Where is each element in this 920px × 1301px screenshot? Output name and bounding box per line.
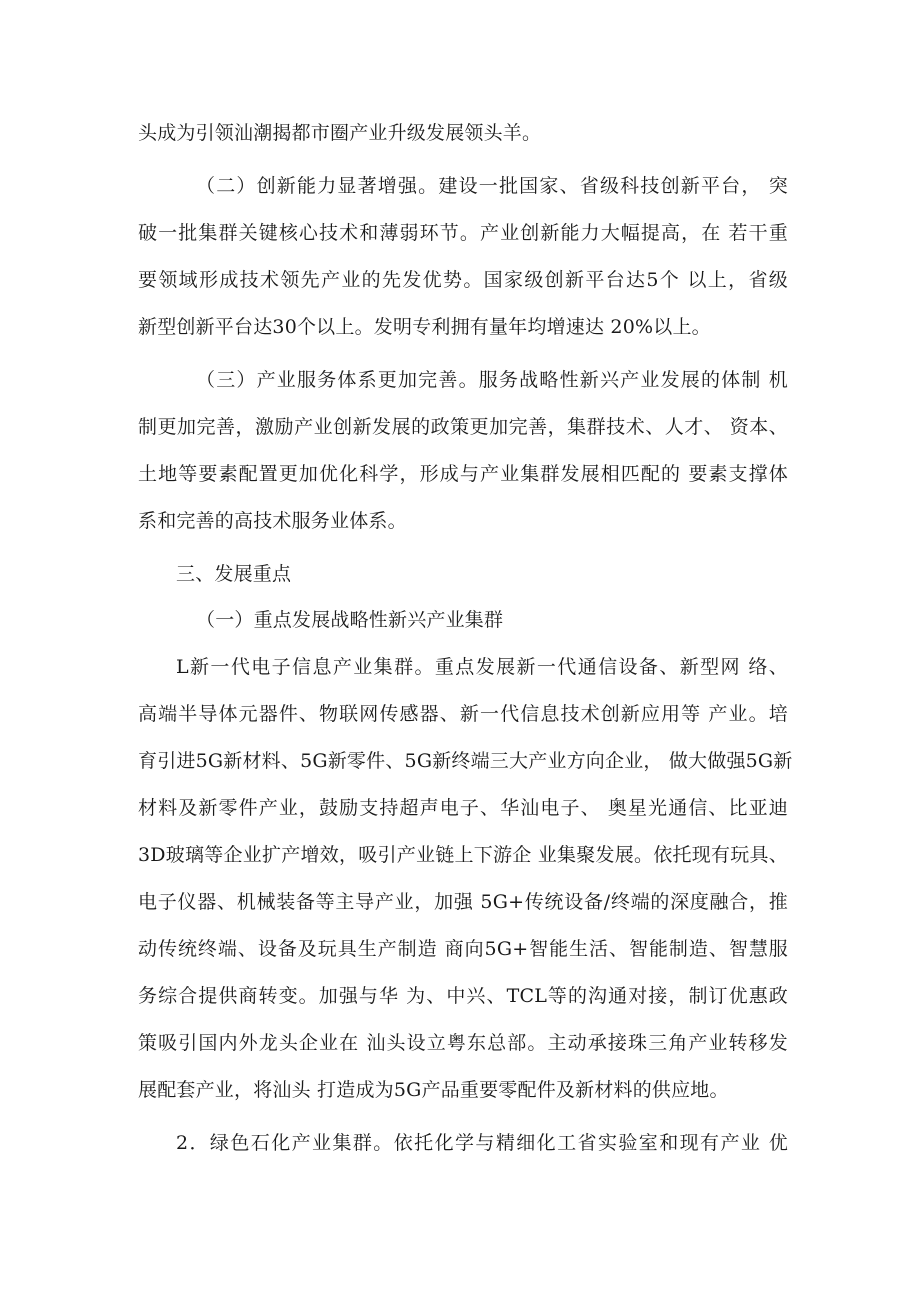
text-line: 土地等要素配置更加优化科学，形成与产业集群发展相匹配的 要素支撑体 bbox=[138, 463, 788, 485]
subsection-heading: （一）重点发展战略性新兴产业集群 bbox=[196, 609, 504, 631]
text-line: 动传统终端、设备及玩具生产制造 商向5G+智能生活、智能制造、智慧服 bbox=[138, 938, 788, 960]
text-line: 材料及新零件产业，鼓励支持超声电子、华汕电子、 奥星光通信、比亚迪 bbox=[138, 797, 788, 819]
text-line: 展配套产业，将汕头 打造成为5G产品重要零配件及新材料的供应地。 bbox=[138, 1079, 729, 1101]
text-line: 电子仪器、机械装备等主导产业，加强 5G+传统设备/终端的深度融合，推 bbox=[138, 891, 788, 913]
text-line: 制更加完善，激励产业创新发展的政策更加完善，集群技术、人才、 资本、 bbox=[138, 416, 788, 438]
text-line: 系和完善的高技术服务业体系。 bbox=[138, 510, 407, 532]
text-line: 务综合提供商转变。加强与华 为、中兴、TCL等的沟通对接，制订优惠政 bbox=[138, 985, 788, 1007]
text-line: L新一代电子信息产业集群。重点发展新一代通信设备、新型网 络、 bbox=[176, 656, 788, 678]
text-line: 策吸引国内外龙头企业在 汕头设立粤东总部。主动承接珠三角产业转移发 bbox=[138, 1032, 788, 1054]
text-line: 破一批集群关键核心技术和薄弱环节。产业创新能力大幅提高，在 若干重 bbox=[138, 222, 788, 244]
text-line: 要领域形成技术领先产业的先发优势。国家级创新平台达5个 以上，省级 bbox=[138, 269, 788, 291]
text-line: 新型创新平台达30个以上。发明专利拥有量年均增速达 20%以上。 bbox=[138, 316, 711, 338]
text-line: 2．绿色石化产业集群。依托化学与精细化工省实验室和现有产业 优 bbox=[176, 1132, 788, 1154]
text-line: 育引进5G新材料、5G新零件、5G新终端三大产业方向企业， 做大做强5G新 bbox=[138, 750, 793, 772]
text-line: （三）产业服务体系更加完善。服务战略性新兴产业发展的体制 机 bbox=[196, 369, 788, 391]
text-line: 3D玻璃等企业扩产增效，吸引产业链上下游企 业集聚发展。依托现有玩具、 bbox=[138, 844, 788, 866]
section-heading: 三、发展重点 bbox=[176, 563, 292, 585]
text-line: 高端半导体元器件、物联网传感器、新一代信息技术创新应用等 产业。培 bbox=[138, 703, 788, 725]
text-line: 头成为引领汕潮揭都市圈产业升级发展领头羊。 bbox=[138, 122, 542, 144]
text-line: （二）创新能力显著增强。建设一批国家、省级科技创新平台， 突 bbox=[196, 175, 788, 197]
